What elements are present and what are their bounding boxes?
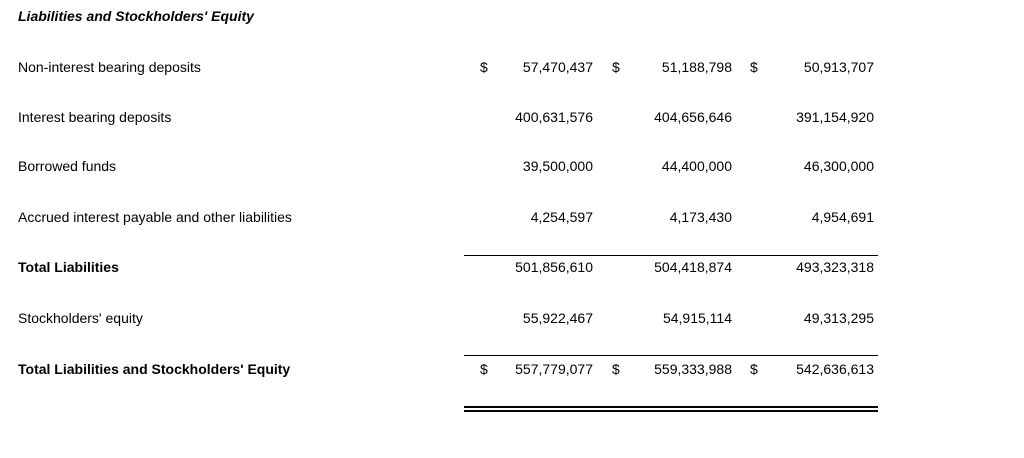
double-rule-bottom — [464, 410, 878, 412]
value-col-2: 54,915,114 — [662, 310, 732, 326]
currency-symbol: $ — [750, 361, 758, 377]
value-col-3: 46,300,000 — [803, 158, 874, 174]
currency-symbol: $ — [750, 59, 758, 75]
table-row — [0, 259, 1024, 279]
value-col-2: 559,333,988 — [654, 361, 732, 377]
row-label: Non-interest bearing deposits — [18, 59, 201, 75]
value-col-1: 400,631,576 — [515, 109, 593, 125]
row-label: Borrowed funds — [18, 158, 117, 174]
table-row — [0, 158, 1024, 178]
row-label: Total Liabilities and Stockholders' Equity — [18, 361, 291, 377]
table-row — [0, 209, 1024, 229]
double-rule-top — [464, 406, 878, 408]
value-col-3: 391,154,920 — [796, 109, 874, 125]
table-row — [0, 361, 1024, 381]
value-col-3: 493,323,318 — [796, 259, 874, 275]
row-label: Stockholders' equity — [18, 310, 143, 326]
currency-symbol: $ — [480, 361, 488, 377]
value-col-3: 49,313,295 — [803, 310, 874, 326]
row-label: Interest bearing deposits — [18, 109, 172, 125]
value-col-2: 51,188,798 — [661, 59, 732, 75]
value-col-3: 542,636,613 — [796, 361, 874, 377]
currency-symbol: $ — [612, 361, 620, 377]
subtotal-rule — [464, 255, 878, 256]
table-row — [0, 109, 1024, 129]
row-label: Accrued interest payable and other liabilities — [18, 209, 292, 225]
value-col-2: 44,400,000 — [661, 158, 732, 174]
value-col-3: 50,913,707 — [803, 59, 874, 75]
table-row — [0, 59, 1024, 79]
value-col-1: 501,856,610 — [515, 259, 593, 275]
section-title: Liabilities and Stockholders' Equity — [18, 8, 254, 24]
currency-symbol: $ — [480, 59, 488, 75]
value-col-1: 39,500,000 — [522, 158, 593, 174]
value-col-3: 4,954,691 — [811, 209, 874, 225]
row-label: Total Liabilities — [18, 259, 119, 275]
value-col-2: 504,418,874 — [654, 259, 732, 275]
value-col-1: 557,779,077 — [515, 361, 593, 377]
currency-symbol: $ — [612, 59, 620, 75]
subtotal-rule — [464, 355, 878, 356]
value-col-1: 4,254,597 — [530, 209, 593, 225]
value-col-1: 57,470,437 — [522, 59, 593, 75]
value-col-2: 404,656,646 — [654, 109, 732, 125]
value-col-2: 4,173,430 — [669, 209, 732, 225]
table-row — [0, 310, 1024, 330]
value-col-1: 55,922,467 — [522, 310, 593, 326]
